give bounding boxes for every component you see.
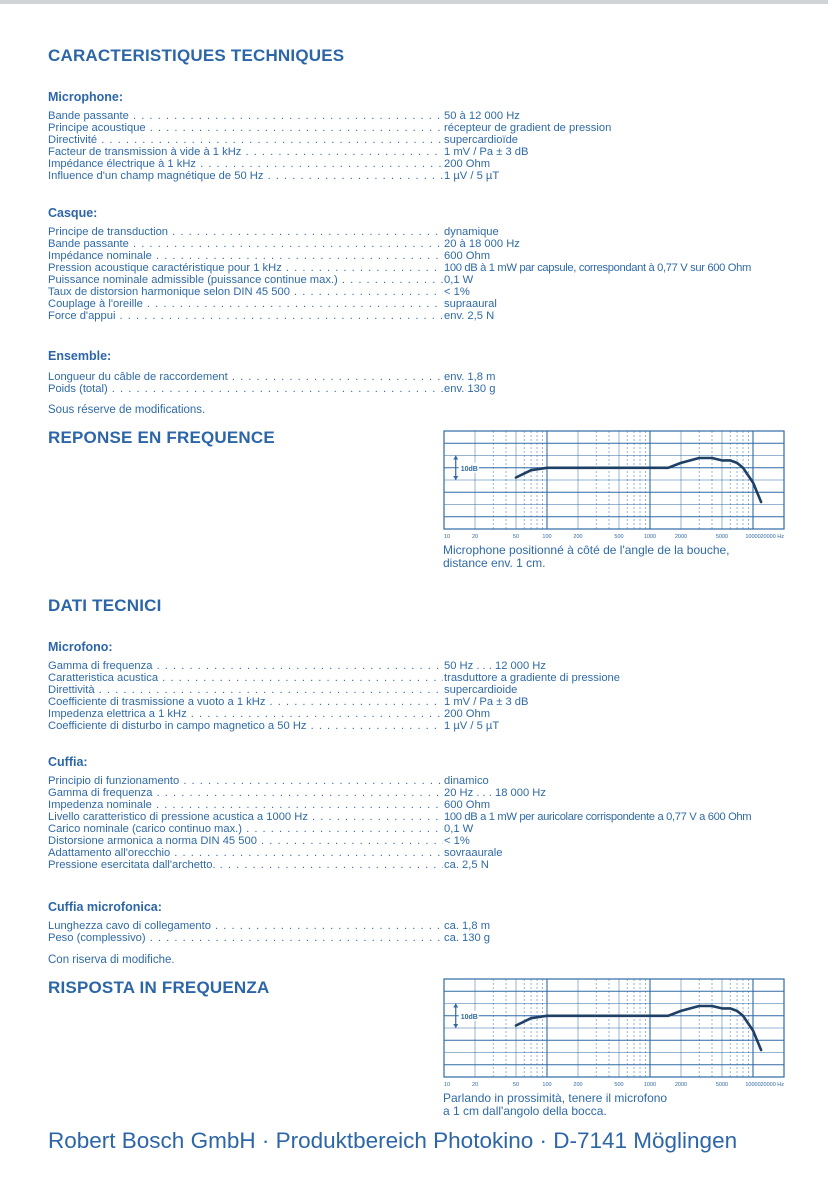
spec-label: Impédance électrique à 1 kHz . . . (48, 158, 443, 170)
spec-row (48, 170, 808, 182)
spec-row (48, 122, 808, 134)
spec-value: trasduttore a gradiente di pressione (444, 672, 621, 684)
spec-row (48, 799, 808, 811)
spec-value: 50 à 12 000 Hz (444, 110, 520, 122)
subheading-microfono: Microfono: (48, 640, 113, 654)
spec-label: Direttività . . . (48, 684, 443, 696)
spec-label: Gamma di frequenza . . . (48, 660, 443, 672)
subheading-ensemble: Ensemble: (48, 349, 112, 363)
spec-row (48, 262, 808, 274)
spec-row (48, 298, 808, 310)
spec-label: Principio di funzionamento . . . (48, 775, 443, 787)
x-tick-label: 500 (614, 534, 624, 540)
spec-value: ca. 1,8 m (444, 920, 491, 932)
spec-row (48, 371, 808, 383)
x-tick-label: 200 (573, 534, 583, 540)
spec-value: 0,1 W (444, 823, 474, 835)
spec-value: 100 dB a 1 mW per auricolare corrispondente a 0,77 V a 600 Ohm (444, 811, 752, 823)
spec-label: Longueur du câble de raccordement . . . (48, 371, 443, 383)
spec-row (48, 672, 808, 684)
spec-value: 1 µV / 5 µT (444, 720, 500, 732)
x-tick-label: 20000 Hz (760, 1082, 784, 1088)
spec-row (48, 823, 808, 835)
x-tick-label: 2000 (674, 1082, 688, 1088)
spec-label: Adattamento all'orecchio . . . (48, 847, 443, 859)
frequency-chart-it-svg (443, 978, 787, 1090)
spec-label: Caratteristica acustica . . . (48, 672, 443, 684)
subheading-microphone: Microphone: (48, 90, 123, 104)
spec-label: Coefficiente di disturbo in campo magnetico a 50 Hz . . . (48, 720, 443, 732)
x-tick-label: 1000 (643, 1082, 657, 1088)
spec-label: Pression acoustique caractéristique pour 1 kHz . . . (48, 262, 443, 274)
spec-row (48, 660, 808, 672)
spec-row (48, 847, 808, 859)
spec-value: < 1% (444, 286, 470, 298)
spec-row (48, 920, 808, 932)
spec-label: Directivité . . . (48, 134, 443, 146)
spec-row (48, 383, 808, 395)
spec-label: Impedenza elettrica a 1 kHz . . . (48, 708, 443, 720)
scale-label: 10dB (460, 465, 478, 473)
spec-label: Principe acoustique . . . (48, 122, 443, 134)
spec-value: 1 mV / Pa ± 3 dB (444, 696, 529, 708)
x-tick-label: 5000 (715, 534, 729, 540)
spec-row (48, 775, 808, 787)
caption-line: distance env. 1 cm. (443, 556, 546, 570)
spec-value: env. 2,5 N (444, 310, 495, 322)
x-tick-label: 10000 (745, 1082, 761, 1088)
caption-line: Parlando in prossimità, tenere il microfono (443, 1091, 668, 1105)
spec-value: 20 Hz . . . 18 000 Hz (444, 787, 546, 799)
x-tick-label: 20 (471, 534, 479, 540)
spec-row (48, 720, 808, 732)
spec-label: Bande passante . . . (48, 110, 443, 122)
spec-value: récepteur de gradient de pression (444, 122, 612, 134)
spec-label: Impedenza nominale . . . (48, 799, 443, 811)
spec-label: Facteur de transmission à vide à 1 kHz . . . (48, 146, 443, 158)
page-top-edge (0, 0, 828, 4)
spec-row (48, 158, 808, 170)
spec-row (48, 684, 808, 696)
spec-row (48, 932, 808, 944)
x-tick-label: 5000 (715, 1082, 729, 1088)
spec-label: Bande passante . . . (48, 238, 443, 250)
spec-list-ensemble (48, 371, 808, 395)
spec-label: Poids (total) . . . (48, 383, 443, 395)
spec-list-microfono (48, 660, 808, 732)
x-tick-label: 50 (512, 534, 520, 540)
subheading-cuffia-microfonica: Cuffia microfonica: (48, 900, 162, 914)
spec-label: Coefficiente di trasmissione a vuoto a 1 kHz . . . (48, 696, 443, 708)
spec-label: Peso (complessivo) . . . (48, 932, 443, 944)
spec-value: supraaural (444, 298, 497, 310)
caption-it (443, 1092, 667, 1118)
spec-value: dinamico (444, 775, 489, 787)
x-tick-label: 10 (444, 534, 451, 540)
spec-row (48, 708, 808, 720)
caption-line: Microphone positionné à côté de l'angle de la bouche, (443, 543, 730, 557)
spec-value: ca. 130 g (444, 932, 491, 944)
spec-value: 600 Ohm (444, 250, 491, 262)
spec-value: 0,1 W (444, 274, 474, 286)
spec-value: 20 à 18 000 Hz (444, 238, 520, 250)
response-title-it: RISPOSTA IN FREQUENZA (48, 978, 270, 997)
note-it: Con riserva di modifiche. (48, 954, 175, 966)
spec-row (48, 134, 808, 146)
spec-label: Carico nominale (carico continuo max.) . . . (48, 823, 443, 835)
spec-value: sovraaurale (444, 847, 503, 859)
spec-row (48, 250, 808, 262)
subheading-casque: Casque: (48, 206, 98, 220)
scale-label: 10dB (460, 1013, 478, 1021)
spec-row (48, 110, 808, 122)
spec-value: dynamique (444, 226, 499, 238)
spec-label: Lunghezza cavo di collegamento . . . (48, 920, 443, 932)
frequency-chart-fr-svg (443, 430, 787, 542)
spec-label: Taux de distorsion harmonique selon DIN 45 500 . . . (48, 286, 443, 298)
spec-list-casque (48, 226, 808, 322)
caption-fr (443, 544, 730, 570)
spec-label: Gamma di frequenza . . . (48, 787, 443, 799)
spec-value: supercardioïde (444, 134, 519, 146)
spec-row (48, 146, 808, 158)
spec-value: ca. 2,5 N (444, 859, 489, 871)
x-tick-label: 50 (512, 1082, 520, 1088)
spec-value: 200 Ohm (444, 158, 491, 170)
spec-value: < 1% (444, 835, 470, 847)
frequency-chart-it (443, 978, 787, 1090)
spec-list-microphone (48, 110, 808, 182)
spec-row (48, 238, 808, 250)
x-tick-label: 100 (542, 534, 552, 540)
spec-value: 50 Hz . . . 12 000 Hz (444, 660, 546, 672)
spec-label: Livello caratteristico di pressione acustica a 1000 Hz . . . (48, 811, 443, 823)
note-fr: Sous réserve de modifications. (48, 404, 206, 416)
spec-row (48, 811, 808, 823)
frequency-chart-fr (443, 430, 787, 542)
spec-row (48, 286, 808, 298)
spec-value: env. 1,8 m (444, 371, 496, 383)
spec-value: 600 Ohm (444, 799, 491, 811)
x-tick-label: 500 (614, 1082, 624, 1088)
footer-company: Robert Bosch GmbH · Produktbereich Photokino · D-7141 Möglingen (48, 1128, 738, 1153)
response-title-fr: REPONSE EN FREQUENCE (48, 428, 275, 447)
spec-row (48, 226, 808, 238)
section-title-it: DATI TECNICI (48, 596, 162, 615)
x-tick-label: 200 (573, 1082, 583, 1088)
x-tick-label: 20 (471, 1082, 479, 1088)
spec-value: 200 Ohm (444, 708, 491, 720)
spec-label: Distorsione armonica a norma DIN 45 500 . . . (48, 835, 443, 847)
spec-value: 100 dB à 1 mW par capsule, correspondant à 0,77 V sur 600 Ohm (444, 262, 751, 274)
spec-list-cuffia-microfonica (48, 920, 808, 944)
spec-value: supercardioide (444, 684, 518, 696)
spec-label: Force d'appui . . . (48, 310, 443, 322)
spec-row (48, 859, 808, 871)
spec-label: Couplage à l'oreille . . . (48, 298, 443, 310)
spec-label: Principe de transduction . . . (48, 226, 443, 238)
spec-row (48, 310, 808, 322)
spec-row (48, 835, 808, 847)
caption-line: a 1 cm dall'angolo della bocca. (443, 1104, 607, 1118)
spec-value: 1 µV / 5 µT (444, 170, 500, 182)
spec-label: Impédance nominale . . . (48, 250, 443, 262)
x-tick-label: 20000 Hz (760, 534, 784, 540)
spec-row (48, 696, 808, 708)
spec-row (48, 274, 808, 286)
spec-label: Puissance nominale admissible (puissance continue max.) . . . (48, 274, 443, 286)
x-tick-label: 10 (444, 1082, 451, 1088)
x-tick-label: 10000 (745, 534, 761, 540)
spec-label: Influence d'un champ magnétique de 50 Hz . . . (48, 170, 443, 182)
section-title-fr: CARACTERISTIQUES TECHNIQUES (48, 46, 345, 65)
spec-value: 1 mV / Pa ± 3 dB (444, 146, 529, 158)
spec-value: env. 130 g (444, 383, 496, 395)
subheading-cuffia: Cuffia: (48, 755, 88, 769)
spec-row (48, 787, 808, 799)
x-tick-label: 100 (542, 1082, 552, 1088)
x-tick-label: 1000 (643, 534, 657, 540)
spec-label: Pressione esercitata dall'archetto. . . . (48, 859, 443, 871)
x-tick-label: 2000 (674, 534, 688, 540)
spec-list-cuffia (48, 775, 808, 871)
